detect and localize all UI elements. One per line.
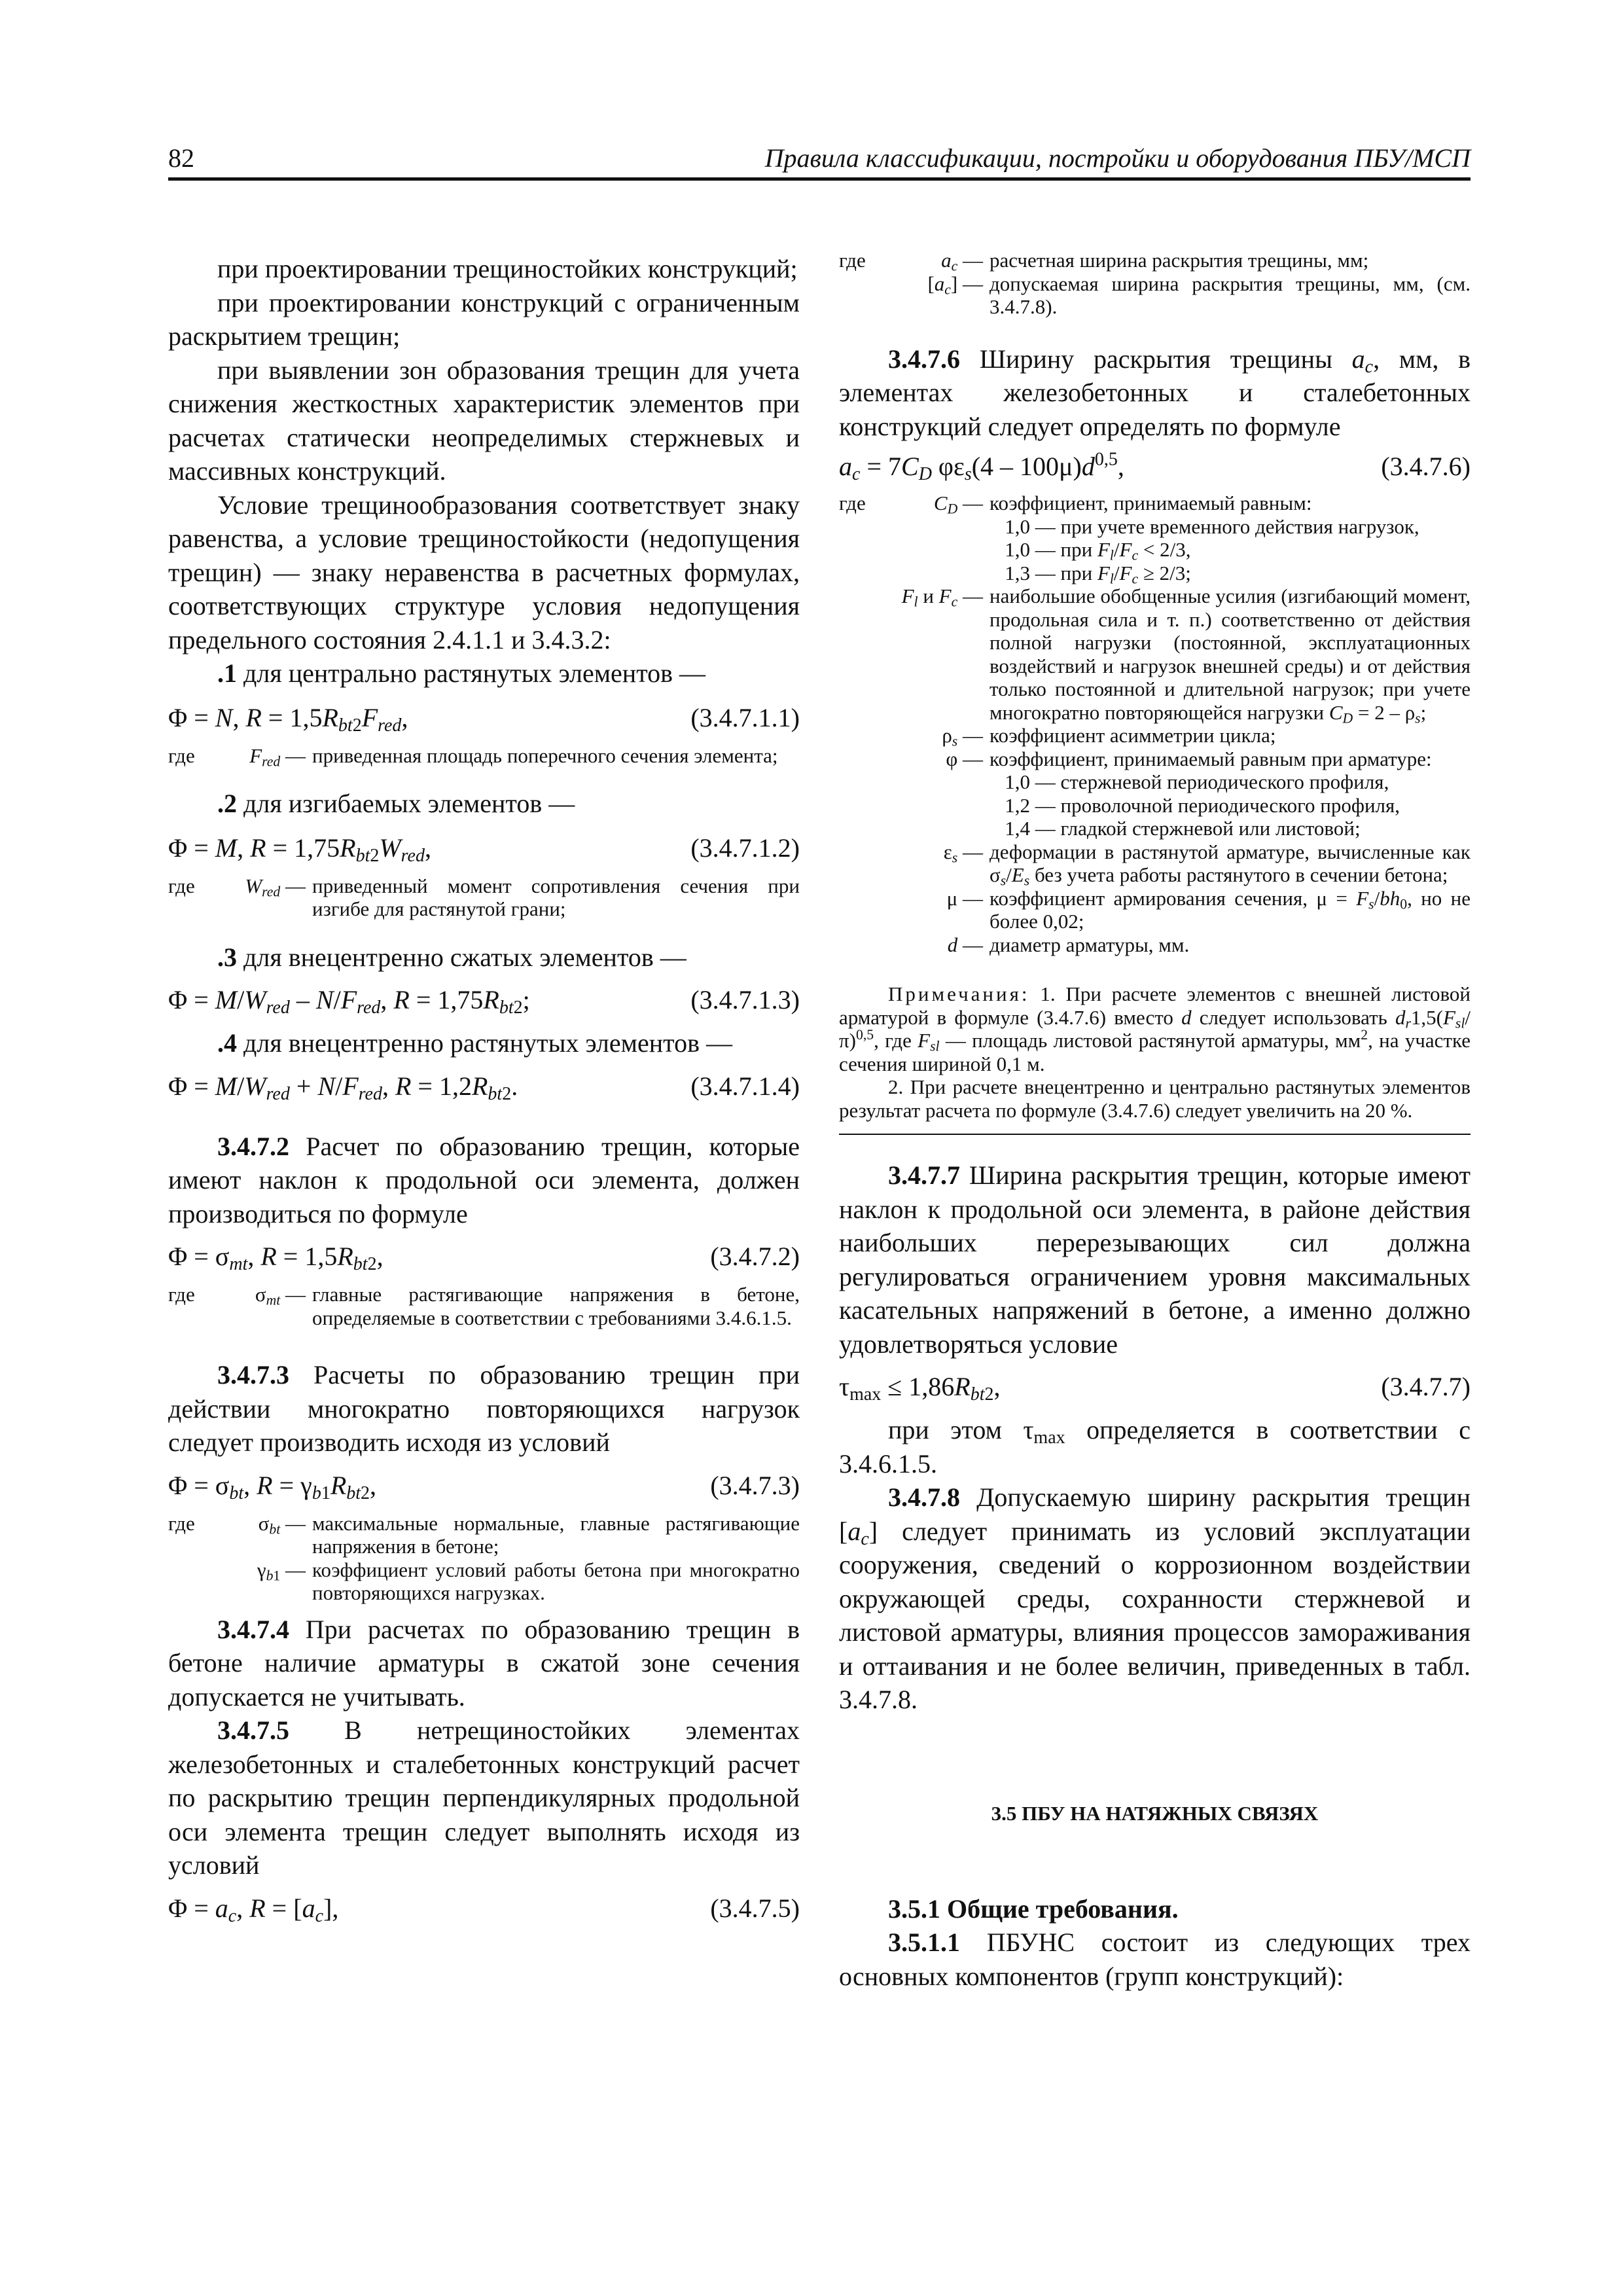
paragraph: при проектировании конструкций с ограниченным раскрытием трещин; [168,287,800,351]
formula-number: (3.4.7.3) [710,1470,800,1500]
definition: коэффициент армирования сечения, $\mu = F_s/bh_0$, но не более 0,02; [990,886,1471,933]
symbol: φ — [946,747,983,770]
where-block [168,744,800,768]
definition: приведенная площадь поперечного сечения элемента; [312,744,778,767]
definition: допускаемая ширина раскрытия трещины, мм, (см. 3.4.7.8). [990,272,1471,318]
definition: главные растягивающие напряжения в бетоне, определяемые в соответствии с требованиями 3.4.6.1.5. [312,1283,800,1329]
section-3-4-7-5: 3.4.7.5 В нетрещиностойких элементах железобетонных и сталебетонных конструкций расчет по раскрытию трещин перпендикулярных продольной оси элемента трещин следует выполнять исходя из условий [168,1715,800,1880]
where-block [168,874,800,921]
formula-number: (3.4.7.2) [710,1242,800,1271]
symbol: $a_c$ — [941,249,983,274]
formula-number: (3.4.7.6) [1381,452,1471,481]
formula-number: (3.4.7.1.3) [690,985,800,1014]
paragraph: при проектировании трещиностойких конструкций; [217,254,798,283]
definition: коэффициент, принимаемый равным при арматуре: 1,0 — стержневой периодического профиля, 1,2 — проволочной периодического профиля, 1,4 — гладкой стержневой или листовой; [990,747,1432,840]
symbol: $\sigma_{bt}$ — [258,1511,306,1537]
running-title: Правила классификации, постройки и оборудования ПБУ/МСП [764,143,1471,173]
section-3-4-7-2: 3.4.7.2 Расчет по образованию трещин, которые имеют наклон к продольной оси элемента, должен производиться по формуле [168,1131,800,1229]
note: Примечания: 1. При расчете элементов с внешней листовой арматурой в формуле (3.4.7.6) вместо d следует использовать $d_r1,5(F_{sl}/\pi)^{0,5}$, где $F_{sl}$ — площадь листовой растянутой арматуры, $мм^2$, на участке сечения шириной 0,1 м. [839,982,1471,1075]
definition: максимальные нормальные, главные растягивающие напряжения в бетоне; [312,1511,800,1558]
definition: деформации в растянутой арматуре, вычисленные как $\sigma_s/E_s$ без учета работы растянутого в сечении бетона; [990,840,1471,889]
formula [168,1069,800,1103]
where-label: где [168,874,195,897]
left-column [168,252,800,1926]
note-rule [839,1134,1471,1135]
where-block [168,1283,800,1329]
formula [839,1370,1471,1404]
section-3-4-7-7: 3.4.7.7 Ширина раскрытия трещин, которые имеют наклон к продольной оси элемента, в районе действия наибольших перерезывающих сил должна регулироваться ограничением уровня максимальных касательных напряжений в бетоне, а именно должно удовлетворяться условие [839,1160,1471,1359]
symbol: $\gamma_{b1}$ — [257,1558,306,1583]
symbol: $\rho_s$ — [942,724,983,749]
symbol: $C_D$ — [933,492,983,517]
formula-expression: Φ = M, $R = 1,75R_{bt2}W_{red}$, [168,833,431,866]
where-label: где [839,492,866,514]
page-number: 82 [168,143,194,173]
formula [839,450,1471,484]
formula-expression: $\Phi = M/W_{red} + N/F_{red}$, $R = 1,2R_{bt2}$. [168,1071,518,1104]
formula-number: (3.4.7.5) [710,1893,800,1923]
definition: коэффициент асимметрии цикла; [990,724,1276,747]
symbol: $F_l$ и $F_c$ — [901,584,983,610]
paragraph: при этом $\tau_{max}$ определяется в соответствии с 3.4.6.1.5. [839,1415,1471,1479]
formula-expression: $\Phi = \sigma_{bt}$, $R = \gamma_{b1}R_{bt2}$, [168,1470,377,1503]
formula-number: (3.4.7.7) [1381,1372,1471,1401]
section-3-4-7-3: 3.4.7.3 Расчеты по образованию трещин при действии многократно повторяющихся нагрузок следует производить исходя из условий [168,1360,800,1457]
paragraph: Условие трещинообразования соответствует знаку равенства, а условие трещиностойкости (недопущения трещин) — знаку неравенства в расчетных формулах, соответствующих структуре условия недопущения предельного состояния 2.4.1.1 и 3.4.3.2: [168,490,800,655]
formula-expression: Φ = N, $R = 1,5R_{bt2}F_{red}$, [168,702,408,736]
formula-expression: $\Phi = M/W_{red} - N/F_{red}$, $R = 1,75R_{bt2}$; [168,985,530,1018]
formula [168,1240,800,1274]
definition: наибольшие обобщенные усилия (изгибающий момент, продольная сила и т. п.) соответственно от действия полной нагрузки (постоянной, эксплуатационных воздействий и нагрузок внешней среды) и от действия только постоянной и длительной нагрузок; при учете многократно повторяющейся нагрузки $C_D = 2 - \rho_s$; [990,584,1471,726]
subsection-heading: 3.5.1 Общие требования. [888,1893,1179,1924]
symbol: $\sigma_{mt}$ — [255,1283,306,1308]
formula [168,983,800,1017]
symbol: $[a_c]$ — [927,272,983,297]
formula-expression: $\Phi = \sigma_{mt}$, $R = 1,5R_{bt2}$, [168,1242,383,1274]
note: 2. При расчете внецентренно и центрально растянутых элементов результат расчета по формуле (3.4.7.6) следует увеличить на 20 %. [839,1075,1471,1122]
section-3-5-1-1: 3.5.1.1 ПБУНС состоит из следующих трех основных компонентов (групп конструкций): [839,1928,1471,1991]
paragraph: при выявлении зон образования трещин для учета снижения жесткостных характеристик элементов при расчетах статически неопределимых стержневых и массивных конструкций. [168,355,800,486]
symbol: d — [947,933,983,956]
definition: расчетная ширина раскрытия трещины, мм; [990,249,1369,272]
list-item: .4 для внецентренно растянутых элементов — [217,1028,732,1058]
where-block [839,249,1471,319]
symbol: $\varepsilon_s$ — [943,840,983,865]
where-label: где [168,744,195,767]
page-header [168,139,1471,179]
section-3-4-7-4: 3.4.7.4 При расчетах по образованию трещин в бетоне наличие арматуры в сжатой зоне сечения допускается не учитывать. [168,1614,800,1712]
section-3-4-7-6: 3.4.7.6 Ширину раскрытия трещины $a_c$, мм, в элементах железобетонных и сталебетонных конструкций следует определять по формуле [839,344,1471,441]
formula [168,1892,800,1926]
definition: приведенный момент сопротивления сечения при изгибе для растянутой грани; [312,874,800,920]
where-label: где [839,249,866,272]
formula-number: (3.4.7.1.2) [690,833,800,863]
list-item: .1 для центрально растянутых элементов — [217,658,706,688]
where-label: где [168,1283,195,1306]
where-block [839,492,1471,956]
formula [168,831,800,865]
header-rule [168,177,1471,181]
formula-number: (3.4.7.1.4) [690,1071,800,1101]
formula [168,1469,800,1503]
section-3-4-7-8: 3.4.7.8 Допускаемую ширину раскрытия трещин $[a_c]$ следует принимать из условий эксплуатации сооружения, сведений о коррозионном воздействии окружающей среды, сохранности стержневой и листовой арматуры, влияния процессов замораживания и оттаивания и не более величин, приведенных в табл. 3.4.7.8. [839,1482,1471,1714]
formula-expression: $a_c = 7C_D$ $\varphi\varepsilon_s(4 - 100\mu)d^{0,5}$, [839,449,1124,484]
formula-number: (3.4.7.1.1) [690,702,800,732]
symbol: μ — [946,886,983,910]
list-item: .3 для внецентренно сжатых элементов — [217,942,687,972]
where-label: где [168,1511,195,1535]
formula-expression: $\Phi = a_c$, $R = [a_c]$, [168,1893,339,1926]
section-title: 3.5 ПБУ НА НАТЯЖНЫХ СВЯЗЯХ [991,1801,1319,1825]
right-column [839,249,1471,1993]
symbol: $W_{red}$ — [245,874,306,899]
definition: диаметр арматуры, мм. [990,933,1190,956]
formula-expression: $\tau_{max} \le 1,86R_{bt2}$, [839,1372,1001,1405]
definition: коэффициент условий работы бетона при многократно повторяющихся нагрузках. [312,1558,800,1604]
symbol: $F_{red}$ — [249,744,306,769]
definition: коэффициент, принимаемый равным: 1,0 — при учете временного действия нагрузок, 1,0 — при $F_l/F_c < 2/3$, 1,3 — при $F_l/F_c \ge 2/3$; [990,492,1419,586]
formula [168,701,800,735]
list-item: .2 для изгибаемых элементов — [217,789,575,818]
where-block [168,1512,800,1605]
